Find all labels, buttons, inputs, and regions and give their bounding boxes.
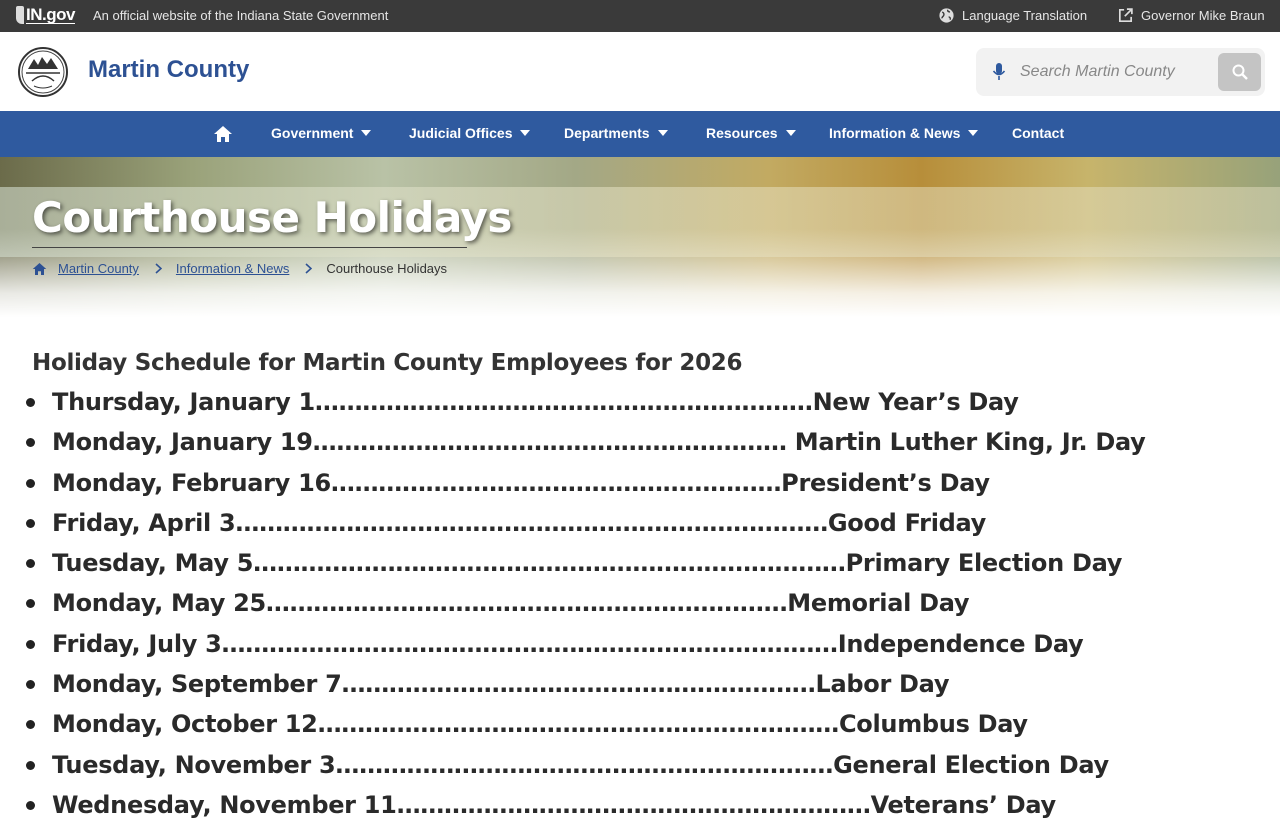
language-translation-link[interactable] (938, 7, 1087, 24)
nav-item-information-news[interactable]: Information & News (829, 125, 978, 141)
holiday-item: Tuesday, November 3………………………………………………………General Election Day (32, 751, 1146, 791)
nav-item-government[interactable]: Government (271, 125, 371, 141)
caret-down-icon (361, 130, 371, 136)
caret-down-icon (520, 130, 530, 136)
indiana-state-icon (16, 6, 24, 24)
holiday-item: Monday, February 16…………………………………………………President’s Day (32, 469, 1146, 509)
home-icon[interactable] (32, 262, 47, 276)
search-icon (1232, 64, 1248, 80)
caret-down-icon (786, 130, 796, 136)
nav-home-link[interactable] (213, 125, 233, 147)
breadcrumb-link-martin-county[interactable]: Martin County (58, 261, 139, 276)
holiday-item: Monday, September 7……………………………………………………Labor Day (32, 670, 1146, 710)
holiday-item: Friday, July 3……………………………………………………………………Independence Day (32, 630, 1146, 670)
external-link-icon (1117, 7, 1134, 24)
holiday-item: Monday, January 19…………………………………………………… Martin Luther King, Jr. Day (32, 428, 1146, 468)
home-icon (213, 125, 233, 143)
holiday-item: Wednesday, November 11……………………………………………………Veterans’ Day (32, 791, 1146, 831)
microphone-icon[interactable] (992, 63, 1006, 81)
nav-item-judicial-offices[interactable]: Judicial Offices (409, 125, 530, 141)
site-header (0, 32, 1280, 111)
county-seal-logo[interactable] (18, 47, 68, 97)
globe-icon (938, 7, 955, 24)
language-translation-label: Language Translation (962, 8, 1088, 23)
seal-graphic (20, 49, 66, 95)
nav-item-contact[interactable]: Contact (1012, 125, 1065, 141)
nav-item-resources[interactable]: Resources (706, 125, 796, 141)
site-title[interactable]: Martin County (88, 56, 250, 83)
search-input[interactable] (1020, 60, 1188, 84)
holiday-list (32, 388, 1146, 831)
caret-down-icon (968, 130, 978, 136)
site-search (976, 48, 1265, 96)
title-divider (32, 247, 467, 248)
main-content (32, 350, 1232, 819)
holiday-item: Monday, October 12…………………………………………………………Columbus Day (32, 710, 1146, 750)
nav-item-departments[interactable]: Departments (564, 125, 668, 141)
search-button[interactable] (1218, 53, 1261, 91)
breadcrumb (32, 261, 447, 276)
holiday-item: Friday, April 3…………………………………………………………………Good Friday (32, 509, 1146, 549)
caret-down-icon (658, 130, 668, 136)
holiday-schedule-heading: Holiday Schedule for Martin County Employees for 2026 (32, 350, 743, 376)
in-gov-logo[interactable]: IN.gov (16, 6, 75, 24)
holiday-item: Thursday, January 1………………………………………………………New Year’s Day (32, 388, 1146, 428)
breadcrumb-link-information-news[interactable]: Information & News (175, 261, 290, 276)
holiday-item: Monday, May 25…………………………………………………………Memorial Day (32, 589, 1146, 629)
state-gov-bar (0, 0, 1280, 32)
page-title: Courthouse Holidays (32, 193, 512, 242)
holiday-item: Tuesday, May 5…………………………………………………………………Primary Election Day (32, 549, 1146, 589)
governor-link[interactable] (1117, 7, 1265, 24)
main-nav (0, 111, 1280, 157)
chevron-right-icon (155, 263, 162, 274)
gov-tagline: An official website of the Indiana State Government (93, 8, 389, 23)
governor-link-label: Governor Mike Braun (1141, 8, 1265, 23)
page-hero-banner (0, 157, 1280, 317)
chevron-right-icon (305, 263, 312, 274)
breadcrumb-current: Courthouse Holidays (326, 261, 448, 276)
